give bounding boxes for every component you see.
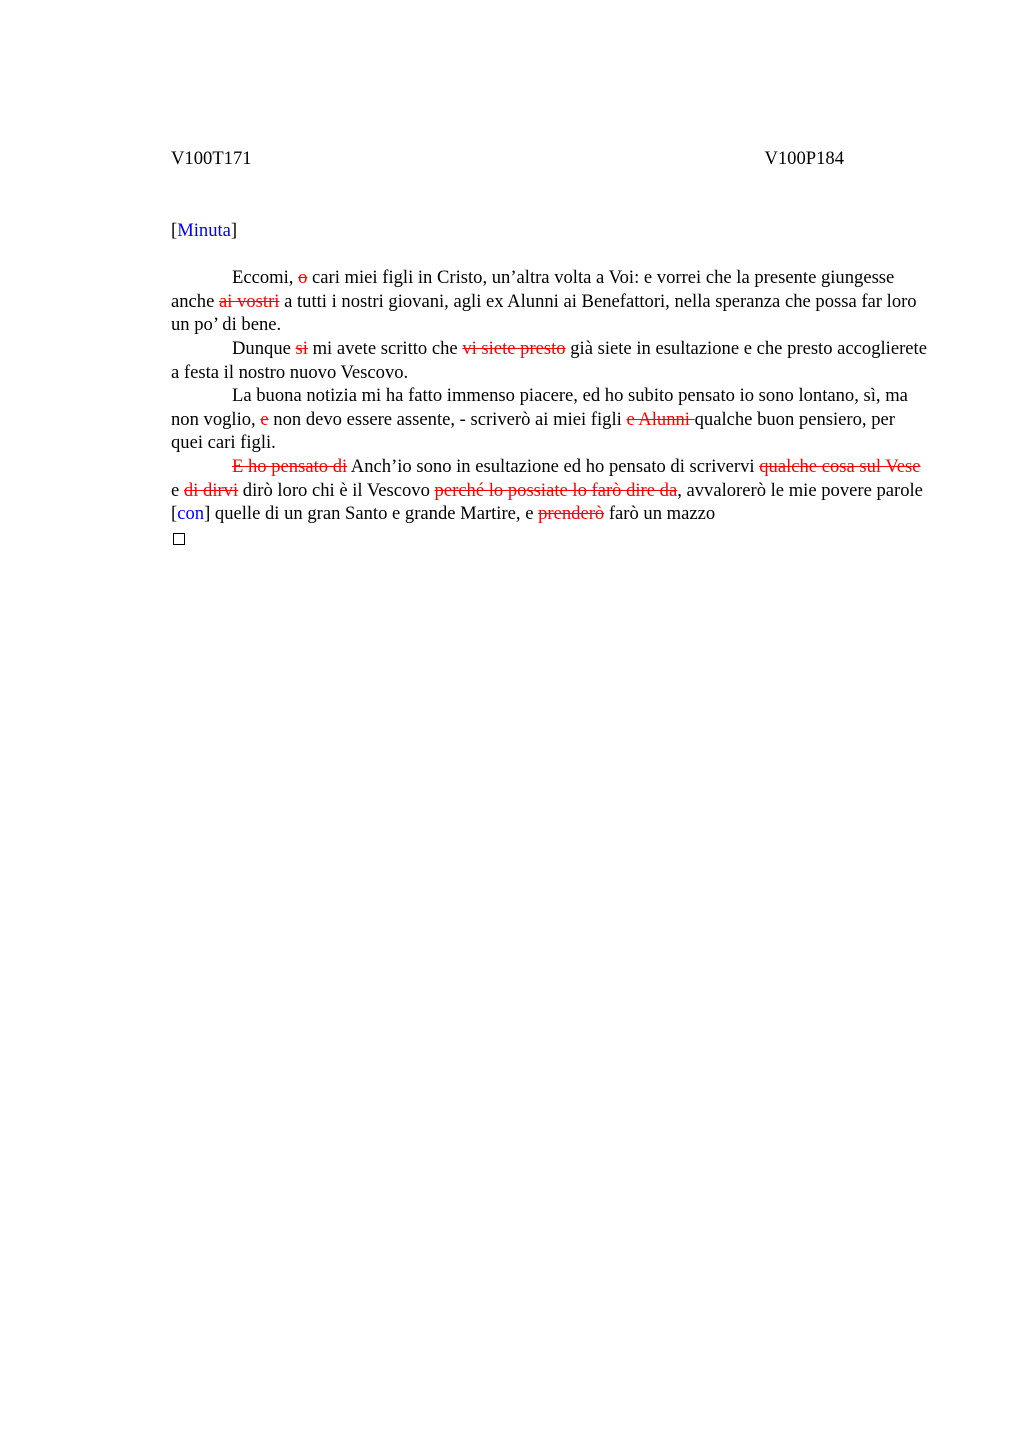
deleted-text: E ho pensato di bbox=[232, 455, 348, 477]
paragraph-text: cari miei figli in Cristo, un’altra volta a Voi: e vorrei che la presente giungesse anche bbox=[171, 267, 895, 312]
paragraph-text: già siete in esultazione e che presto accoglierete a festa il nostro nuovo Vescovo. bbox=[171, 337, 927, 383]
document-page bbox=[171, 147, 931, 551]
paragraph bbox=[171, 384, 931, 455]
paragraph-text: dirò loro chi è il Vescovo bbox=[238, 479, 435, 501]
paragraph-text: ] quelle di un gran Santo e grande Martire, e bbox=[204, 503, 539, 525]
deleted-text: e bbox=[260, 408, 269, 430]
deleted-text: perché lo possiate lo farò dire da bbox=[434, 479, 678, 501]
paragraph-text: qualche buon pensiero, per quei cari figli. bbox=[171, 408, 895, 454]
empty-square-icon bbox=[173, 533, 185, 545]
paragraph-text: Dunque bbox=[232, 337, 296, 359]
paragraph bbox=[171, 337, 931, 384]
header-left-code: V100T171 bbox=[171, 148, 252, 169]
paragraph-text: non devo essere assente, - scriverò ai miei figli bbox=[268, 408, 627, 430]
deleted-text: o bbox=[298, 267, 308, 289]
paragraph-text: e bbox=[171, 479, 184, 501]
paragraph-text: a tutti i nostri giovani, agli ex Alunni ai Benefattori, nella speranza che possa far loro un po’ di bene. bbox=[171, 290, 917, 336]
paragraph-text: Anch’io sono in esultazione ed ho pensato di scrivervi bbox=[347, 455, 760, 477]
paragraph-text: Eccomi, bbox=[232, 267, 299, 289]
paragraph bbox=[171, 455, 931, 526]
header-right-code: V100P184 bbox=[764, 148, 844, 169]
paragraph-text: , avvalorerò le mie povere parole [ bbox=[171, 479, 923, 525]
paragraph-text: La buona notizia mi ha fatto immenso piacere, ed ho subito pensato io sono lontano, sì, ma non voglio, bbox=[171, 385, 908, 430]
deleted-text: prenderò bbox=[538, 503, 605, 525]
label-text: Minuta bbox=[177, 219, 231, 241]
deleted-text: qualche cosa sul Vese bbox=[759, 455, 921, 477]
deleted-text: di dirvi bbox=[183, 479, 239, 501]
inserted-text: con bbox=[177, 503, 205, 525]
paragraph bbox=[171, 266, 931, 337]
paragraph-text: farò un mazzo bbox=[604, 503, 716, 525]
label-open-bracket: [ bbox=[171, 219, 178, 241]
label-close-bracket: ] bbox=[230, 219, 238, 241]
end-marker bbox=[171, 526, 931, 552]
document-header bbox=[171, 147, 844, 171]
deleted-text: ai vostri bbox=[219, 290, 280, 312]
paragraph-text: mi avete scritto che bbox=[307, 337, 463, 359]
deleted-text: e Alunni bbox=[626, 408, 695, 430]
letter-body bbox=[171, 266, 931, 526]
minuta-label bbox=[171, 219, 931, 243]
deleted-text: si bbox=[295, 337, 308, 359]
deleted-text: vi siete presto bbox=[462, 337, 566, 359]
